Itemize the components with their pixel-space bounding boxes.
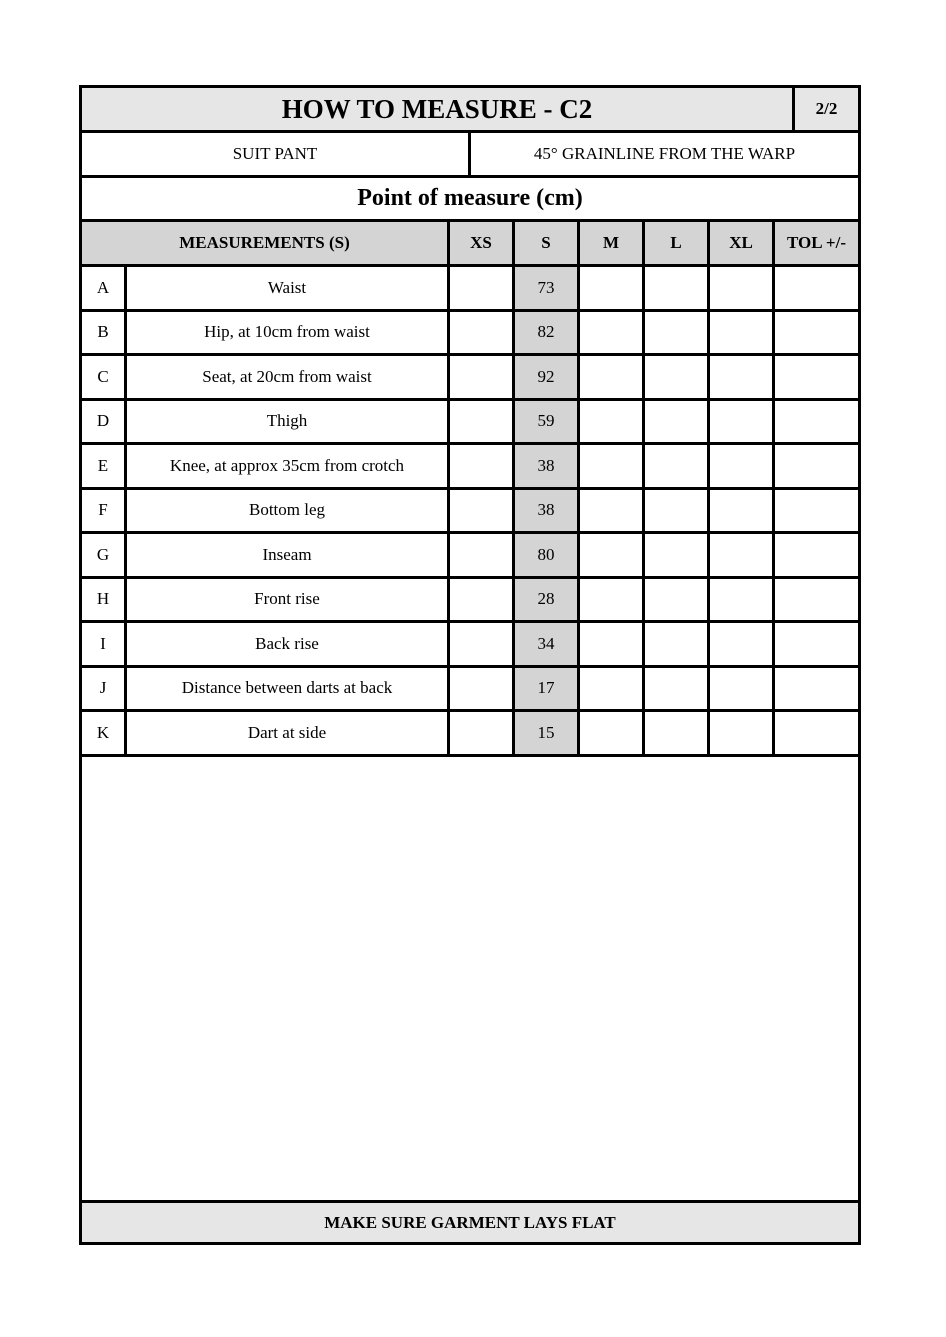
column-header-l: L [645, 222, 710, 264]
value-xs [450, 490, 515, 532]
measurement-code: K [82, 712, 127, 754]
value-m [580, 534, 645, 576]
value-l [645, 623, 710, 665]
table-row [82, 712, 858, 757]
section-title [82, 178, 858, 219]
value-xl [710, 490, 775, 532]
value-xs [450, 712, 515, 754]
table-header [82, 222, 858, 267]
table-row [82, 623, 858, 668]
measurement-code: B [82, 312, 127, 354]
value-xl [710, 356, 775, 398]
value-s: 34 [515, 623, 580, 665]
value-xs [450, 312, 515, 354]
table-row [82, 445, 858, 490]
sheet-title [82, 88, 795, 130]
value-tolerance [775, 401, 858, 443]
value-m [580, 267, 645, 309]
measurement-code: I [82, 623, 127, 665]
value-s: 15 [515, 712, 580, 754]
column-header-xs: XS [450, 222, 515, 264]
value-m [580, 490, 645, 532]
value-tolerance [775, 312, 858, 354]
measurement-label: Bottom leg [127, 490, 450, 532]
value-s: 38 [515, 445, 580, 487]
measurement-label: Back rise [127, 623, 450, 665]
measurement-label: Thigh [127, 401, 450, 443]
measurement-sheet [79, 85, 861, 1245]
value-xs [450, 668, 515, 710]
grainline-note-text: 45° GRAINLINE FROM THE WARP [533, 144, 796, 163]
value-m [580, 312, 645, 354]
value-s: 38 [515, 490, 580, 532]
section-title-text: Point of measure (cm) [357, 185, 583, 211]
value-l [645, 401, 710, 443]
value-xl [710, 445, 775, 487]
value-xs [450, 534, 515, 576]
measurement-label: Hip, at 10cm from waist [127, 312, 450, 354]
measurement-label: Knee, at approx 35cm from crotch [127, 445, 450, 487]
measurement-label: Seat, at 20cm from waist [127, 356, 450, 398]
value-l [645, 356, 710, 398]
value-xs [450, 579, 515, 621]
measurement-code: H [82, 579, 127, 621]
value-tolerance [775, 267, 858, 309]
value-xs [450, 401, 515, 443]
value-tolerance [775, 579, 858, 621]
measurement-label: Dart at side [127, 712, 450, 754]
value-m [580, 579, 645, 621]
table-row [82, 490, 858, 535]
column-header-s: S [515, 222, 580, 264]
value-tolerance [775, 534, 858, 576]
value-xl [710, 401, 775, 443]
column-header-tolerance: TOL +/- [787, 233, 846, 252]
value-xs [450, 445, 515, 487]
value-xl [710, 668, 775, 710]
value-m [580, 668, 645, 710]
value-l [645, 490, 710, 532]
meta-row [82, 133, 858, 178]
measurement-label: Inseam [127, 534, 450, 576]
value-s: 28 [515, 579, 580, 621]
value-m [580, 445, 645, 487]
value-tolerance [775, 668, 858, 710]
value-s: 17 [515, 668, 580, 710]
table-row [82, 534, 858, 579]
value-xl [710, 534, 775, 576]
value-tolerance [775, 445, 858, 487]
value-tolerance [775, 712, 858, 754]
value-xl [710, 312, 775, 354]
measurement-code: J [82, 668, 127, 710]
value-m [580, 356, 645, 398]
table-row [82, 356, 858, 401]
value-xs [450, 356, 515, 398]
column-header-xl: XL [710, 222, 775, 264]
value-l [645, 445, 710, 487]
table-row [82, 668, 858, 713]
page-number-text: 2/2 [815, 99, 838, 118]
value-l [645, 267, 710, 309]
value-xl [710, 579, 775, 621]
measurement-code: D [82, 401, 127, 443]
value-xs [450, 267, 515, 309]
value-l [645, 312, 710, 354]
blank-drawing-area [82, 757, 858, 1203]
section-title-row [82, 178, 858, 222]
value-s: 82 [515, 312, 580, 354]
column-header-m: M [580, 222, 645, 264]
measurement-code: A [82, 267, 127, 309]
measurement-code: E [82, 445, 127, 487]
value-s: 80 [515, 534, 580, 576]
grainline-note [471, 133, 858, 175]
table-row [82, 312, 858, 357]
value-xs [450, 623, 515, 665]
measurement-code: F [82, 490, 127, 532]
measurement-code: C [82, 356, 127, 398]
value-s: 59 [515, 401, 580, 443]
value-s: 73 [515, 267, 580, 309]
value-l [645, 534, 710, 576]
value-tolerance [775, 356, 858, 398]
value-l [645, 579, 710, 621]
value-m [580, 712, 645, 754]
table-row [82, 401, 858, 446]
garment-type [82, 133, 471, 175]
garment-type-text: SUIT PANT [232, 144, 318, 163]
value-m [580, 623, 645, 665]
value-xl [710, 712, 775, 754]
footer-note-text: MAKE SURE GARMENT LAYS FLAT [324, 1212, 616, 1232]
table-row [82, 267, 858, 312]
title-row [82, 88, 858, 133]
measurement-label: Waist [127, 267, 450, 309]
value-l [645, 668, 710, 710]
value-tolerance [775, 623, 858, 665]
value-tolerance [775, 490, 858, 532]
measurement-code: G [82, 534, 127, 576]
value-l [645, 712, 710, 754]
table-row [82, 579, 858, 624]
value-xl [710, 623, 775, 665]
measurement-label: Distance between darts at back [127, 668, 450, 710]
value-xl [710, 267, 775, 309]
footer-note [82, 1200, 858, 1242]
page-number [795, 88, 858, 130]
value-s: 92 [515, 356, 580, 398]
column-header-measurements: MEASUREMENTS (S) [82, 222, 450, 264]
measurement-label: Front rise [127, 579, 450, 621]
value-m [580, 401, 645, 443]
sheet-title-text: HOW TO MEASURE - C2 [281, 93, 593, 124]
